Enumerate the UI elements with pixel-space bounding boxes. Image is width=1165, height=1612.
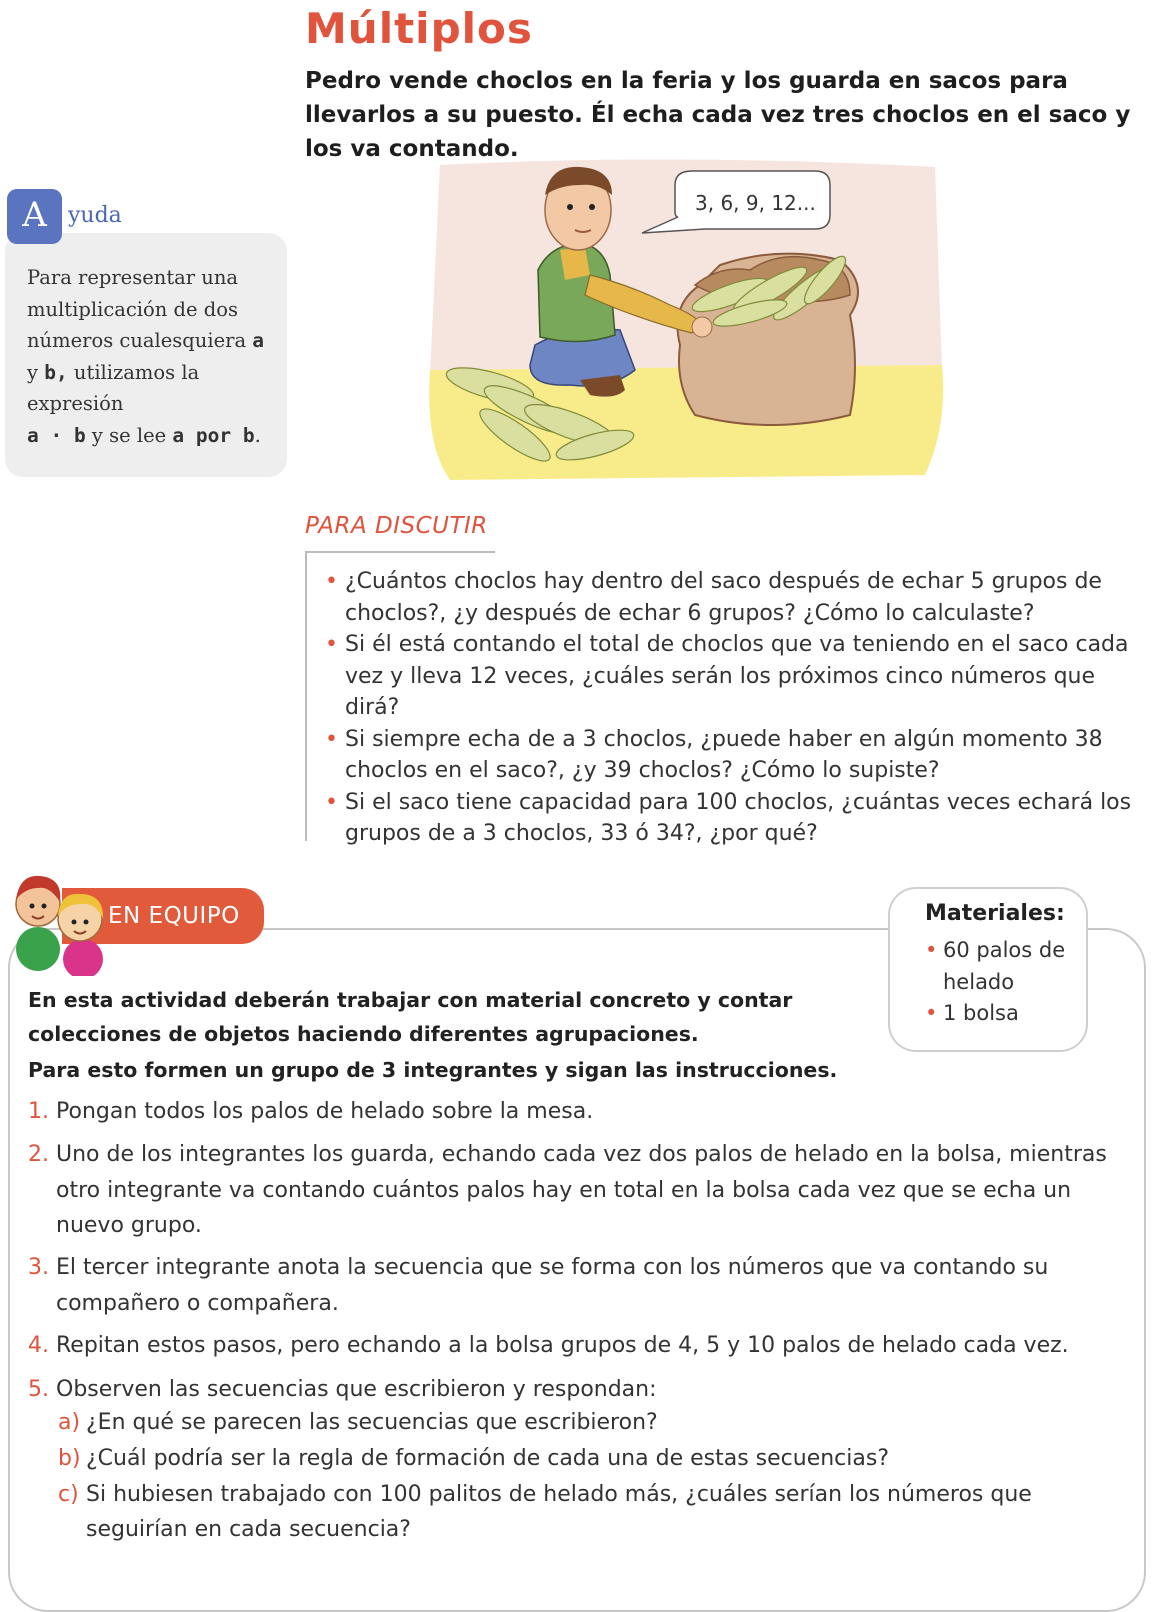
sub-item: a) ¿En qué se parecen las secuencias que escribieron? — [58, 1410, 658, 1435]
sub-item: b) ¿Cuál podría ser la regla de formación de cada una de estas secuencias? — [58, 1446, 889, 1471]
list-item: • ¿Cuántos choclos hay dentro del saco después de echar 5 grupos de choclos?, ¿y después de echar 6 grupos? ¿Cómo lo calculaste? — [325, 566, 1135, 629]
step-item: 5. Observen las secuencias que escribieron y respondan: — [28, 1377, 657, 1402]
step-item: 4. Repitan estos pasos, pero echando a la bolsa grupos de 4, 5 y 10 palos de helado cada vez. — [28, 1333, 1069, 1358]
intro-paragraph: Pedro vende choclos en la feria y los guarda en sacos para llevarlos a su puesto. Él echa cada vez tres choclos en el saco y los va contando. — [305, 68, 1131, 162]
materiales-list — [925, 935, 1075, 1030]
bullet-icon: • — [325, 726, 338, 752]
step-item: 3. El tercer integrante anota la secuencia que se forma con los números que va contando su compañero o compañera. — [28, 1255, 1049, 1316]
step-item: 2. Uno de los integrantes los guarda, echando cada vez dos palos de helado en la bolsa, mientras otro integrante va contando cuántos palos hay en total en la bolsa cada vez que se echa un nuevo grupo. — [28, 1142, 1107, 1238]
divider — [305, 551, 495, 553]
bullet-icon: • — [325, 569, 338, 594]
sub-item: c) Si hubiesen trabajado con 100 palitos de helado más, ¿cuáles serían los números que seguirían en cada secuencia? — [58, 1482, 1032, 1542]
list-item: • 60 palos de helado — [925, 935, 1075, 998]
equipo-instructions: Para esto formen un grupo de 3 integrantes y sigan las instrucciones. — [28, 1058, 838, 1082]
page-title: Múltiplos — [305, 4, 533, 53]
list-item: • 1 bolsa — [925, 998, 1075, 1030]
ayuda-text: Para representar una multiplicación de dos números cualesquiera a y b, utilizamos la expresión a · b y se lee a por b. — [27, 266, 265, 447]
list-item: • Si el saco tiene capacidad para 100 choclos, ¿cuántas veces echará los grupos de a 3 choclos, 33 ó 34?, ¿por qué? — [325, 787, 1135, 850]
para-discutir-heading: PARA DISCUTIR — [305, 513, 488, 539]
ayuda-badge: A — [7, 189, 62, 244]
bullet-icon: • — [925, 1001, 938, 1025]
equipo-intro: En esta actividad deberán trabajar con material concreto y contar colecciones de objetos haciendo diferentes agrupaciones. — [28, 988, 793, 1046]
divider — [305, 551, 307, 841]
bullet-icon: • — [325, 789, 338, 815]
list-item: • Si él está contando el total de choclos que va teniendo en el saco cada vez y lleva 12 veces, ¿cuáles serán los próximos cinco números que dirá? — [325, 629, 1135, 724]
list-item: • Si siempre echa de a 3 choclos, ¿puede haber en algún momento 38 choclos en el saco?, ¿y 39 choclos? ¿Cómo lo supiste? — [325, 724, 1135, 787]
ayuda-title: yuda — [68, 203, 122, 228]
bullet-icon: • — [325, 632, 338, 657]
step-item: 1. Pongan todos los palos de helado sobre la mesa. — [28, 1099, 594, 1124]
materiales-title: Materiales: — [925, 901, 1065, 926]
en-equipo-tab: EN EQUIPO — [62, 888, 264, 944]
kids-icon — [8, 864, 118, 976]
bullet-icon: • — [925, 938, 938, 962]
speech-text: 3, 6, 9, 12... — [695, 191, 816, 215]
vendor-illustration — [420, 155, 950, 485]
discussion-list — [325, 566, 1135, 850]
